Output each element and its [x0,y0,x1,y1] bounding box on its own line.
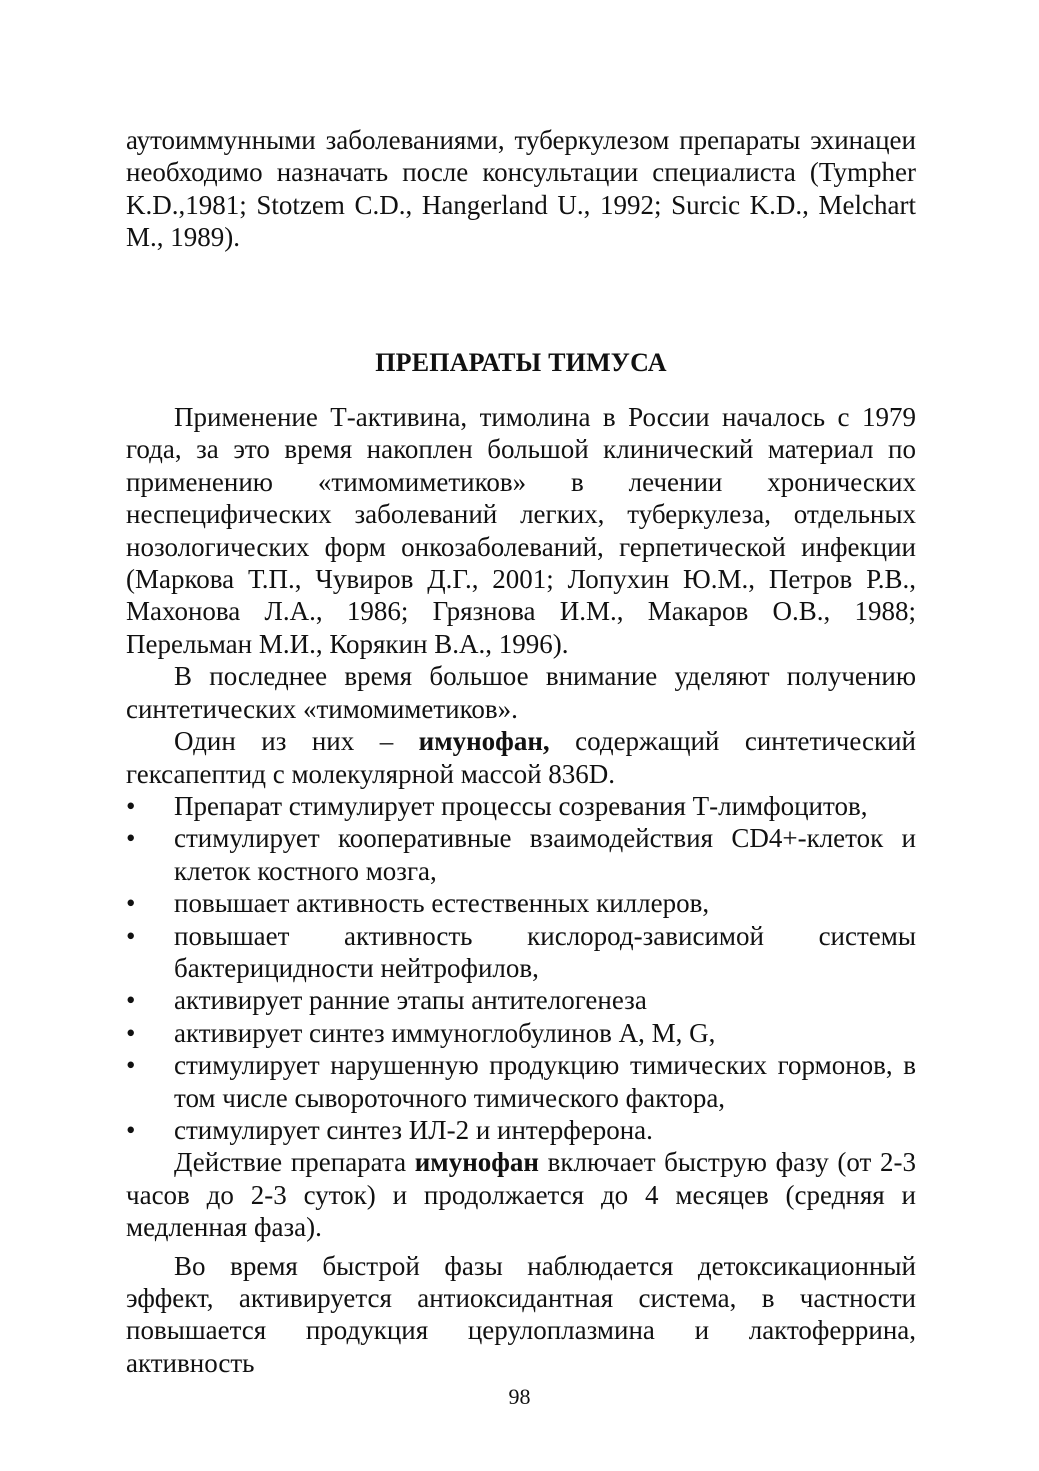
list-item-text: стимулирует синтез ИЛ-2 и интерферона. [174,1114,653,1145]
list-item [126,1049,916,1114]
section-heading: ПРЕПАРАТЫ ТИМУСА [375,347,667,377]
list-item-text: активирует ранние этапы антителогенеза [174,985,647,1016]
page-body [126,124,916,1379]
list-item [126,887,916,919]
bullet-icon: • [126,1050,136,1081]
list-item-text: стимулирует нарушенную продукцию тимических гормонов, в том числе сывороточного тимического фактора, [174,1050,916,1113]
paragraph-imunofan-phases-after: включает быструю фазу (от 2-3 часов до 2-3 суток) и продолжается до 4 месяцев (средняя и медленная фаза). [126,1147,916,1243]
bullet-icon: • [126,985,136,1016]
list-item [126,920,916,985]
drug-name-bold: имунофан [414,1147,539,1178]
paragraph-imunofan-phases [126,1146,916,1243]
list-item [126,1114,916,1146]
list-item-text: активирует синтез иммуноглобулинов А, М, G, [174,1017,716,1048]
spacer [126,379,916,401]
list-item-text: повышает активность кислород-зависимой системы бактерицидности нейтрофилов, [174,920,916,983]
paragraph-imunofan-intro-before: Один из них – [174,726,419,757]
paragraph-imunofan-phases-before: Действие препарата [174,1147,415,1178]
bullet-icon: • [126,1114,136,1145]
list-item [126,984,916,1016]
effects-bullet-list [126,790,916,1146]
list-item [126,790,916,822]
bullet-icon: • [126,920,136,951]
spacer [126,254,916,347]
paragraph-imunofan-intro [126,725,916,790]
paragraph-thymus-history: Применение Т-активина, тимолина в России началось с 1979 года, за это время накоплен большой клинический материал по применению «тимомиметиков» в лечении хронических неспецифических заболеваний легких, туберкулеза, отдельных нозологических форм онкозаболеваний, герпетической инфекции (Маркова Т.П., Чувиров Д.Г., 2001; Лопухин Ю.М., Петров Р.В., Махонова Л.А., 1986; Грязнова И.М., Макаров О.В., 1988; Перельман М.И., Корякин В.А., 1996). [126,402,916,659]
intro-paragraph: аутоиммунными заболеваниями, туберкулезом препараты эхинацеи необходимо назначать после консультации специалиста (Tympher K.D.,1981; Stotzem C.D., Hangerland U., 1992; Surcic K.D., Melchart M., 1989). [126,125,916,253]
bullet-icon: • [126,823,136,854]
list-item-text: повышает активность естественных киллеров, [174,888,710,919]
paragraph-imunofan-intro-after: содержащий синтетический гексапептид с молекулярной массой 836D. [126,726,916,789]
bullet-icon: • [126,1017,136,1048]
list-item-text: Препарат стимулирует процессы созревания Т-лимфоцитов, [174,790,868,821]
bullet-icon: • [126,888,136,919]
page-number: 98 [508,1384,531,1409]
list-item-text: стимулирует кооперативные взаимодействия CD4+-клеток и клеток костного мозга, [174,823,916,886]
drug-name-bold: имунофан, [418,726,550,757]
bullet-icon: • [126,790,136,821]
paragraph-synthetic-thymomimetics: В последнее время большое внимание уделяют получению синтетических «тимомиметиков». [126,661,916,724]
list-item [126,822,916,887]
paragraph-fast-phase: Во время быстрой фазы наблюдается детоксикационный эффект, активируется антиоксидантная система, в частности повышается продукция церулоплазмина и лактоферрина, активность [126,1250,916,1378]
list-item [126,1017,916,1049]
